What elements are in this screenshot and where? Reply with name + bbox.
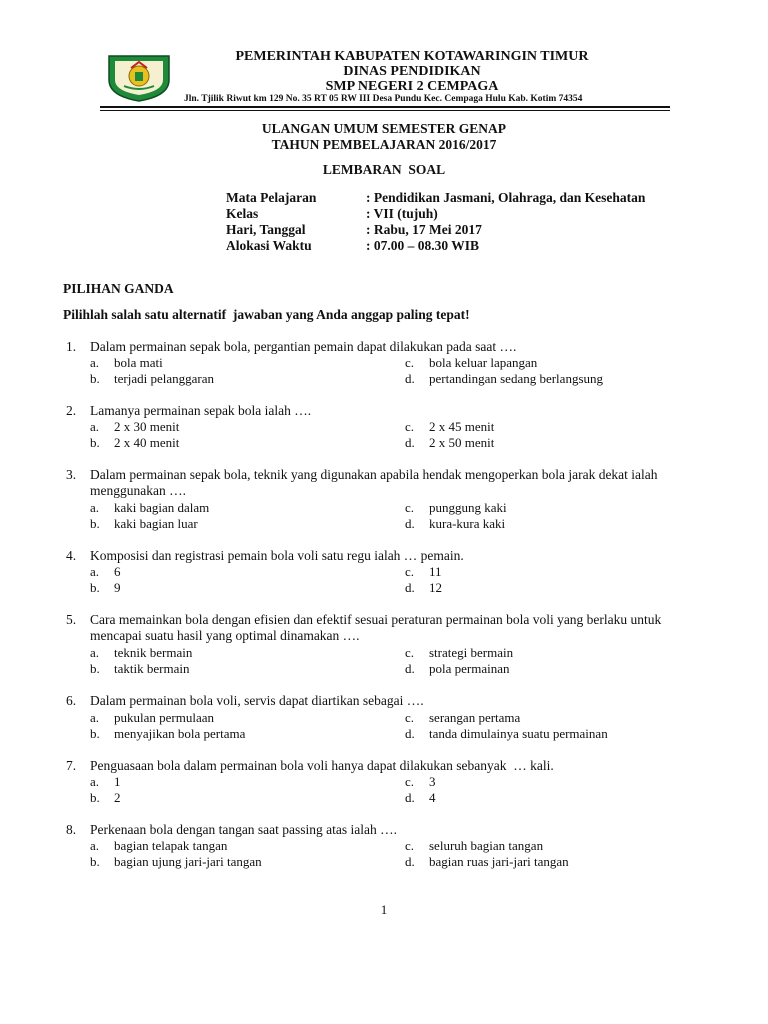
option-letter: a. <box>90 564 100 579</box>
option-text: 2 x 30 menit <box>114 419 180 434</box>
option-text: menyajikan bola pertama <box>114 726 246 741</box>
option-text: 3 <box>429 774 436 789</box>
option-letter: b. <box>90 371 100 386</box>
option-text: kaki bagian dalam <box>114 500 210 515</box>
question-number: 6. <box>66 693 77 708</box>
option-letter: c. <box>405 355 415 370</box>
option-letter: d. <box>405 371 415 386</box>
option-letter: d. <box>405 580 415 595</box>
question-number: 4. <box>66 548 77 563</box>
info-value: : VII (tujuh) <box>366 206 438 221</box>
question-number: 8. <box>66 822 77 837</box>
option-text: bola mati <box>114 355 163 370</box>
option-letter: a. <box>90 419 100 434</box>
exam-year: TAHUN PEMBELAJARAN 2016/2017 <box>271 137 497 152</box>
option-letter: b. <box>90 580 100 595</box>
header-rule-thick <box>100 106 670 108</box>
question-stem: Dalam permainan sepak bola, pergantian pemain dapat dilakukan pada saat …. <box>90 339 517 354</box>
exam-title: ULANGAN UMUM SEMESTER GENAP <box>261 121 507 136</box>
option-letter: b. <box>90 661 100 676</box>
option-text: 4 <box>429 790 436 805</box>
option-text: 2 <box>114 790 121 805</box>
option-letter: a. <box>90 838 100 853</box>
option-text: bagian telapak tangan <box>114 838 228 853</box>
page-number: 1 <box>380 902 388 917</box>
option-letter: d. <box>405 661 415 676</box>
question-number: 2. <box>66 403 77 418</box>
option-letter: c. <box>405 500 415 515</box>
question-stem: Cara memainkan bola dengan efisien dan efektif sesuai peraturan permainan bola voli yang berlaku untuk mencapai suatu hasil yang optimal dinamakan …. <box>90 612 662 643</box>
option-text: 6 <box>114 564 121 579</box>
question-stem: Penguasaan bola dalam permainan bola voli hanya dapat dilakukan sebanyak … kali. <box>90 758 554 773</box>
question-stem: Komposisi dan registrasi pemain bola voli satu regu ialah … pemain. <box>90 548 464 563</box>
option-text: 2 x 45 menit <box>429 419 495 434</box>
option-letter: b. <box>90 516 100 531</box>
info-value: : Pendidikan Jasmani, Olahraga, dan Kesehatan <box>366 190 646 205</box>
option-letter: c. <box>405 645 415 660</box>
option-text: punggung kaki <box>429 500 507 515</box>
option-letter: c. <box>405 419 415 434</box>
header-address: Jln. Tjilik Riwut km 129 No. 35 RT 05 RW III Desa Pundu Kec. Cempaga Hulu Kab. Kotim 74354 <box>184 94 583 104</box>
option-letter: c. <box>405 710 415 725</box>
info-key: Kelas <box>226 206 259 221</box>
info-value: : Rabu, 17 Mei 2017 <box>366 222 482 237</box>
option-text: pukulan permulaan <box>114 710 214 725</box>
info-key: Mata Pelajaran <box>226 190 317 205</box>
option-letter: b. <box>90 854 100 869</box>
option-text: bagian ujung jari-jari tangan <box>114 854 262 869</box>
question-stem: Dalam permainan sepak bola, teknik yang digunakan apabila hendak mengoperkan bola jarak dekat ialah menggunakan …. <box>90 467 658 498</box>
option-letter: c. <box>405 838 415 853</box>
question-stem: Lamanya permainan sepak bola ialah …. <box>90 403 312 418</box>
option-letter: b. <box>90 726 100 741</box>
option-text: 12 <box>429 580 442 595</box>
info-key: Hari, Tanggal <box>226 222 306 237</box>
option-letter: a. <box>90 645 100 660</box>
option-text: 2 x 50 menit <box>429 435 495 450</box>
option-letter: d. <box>405 726 415 741</box>
option-text: strategi bermain <box>429 645 514 660</box>
option-text: teknik bermain <box>114 645 193 660</box>
option-letter: d. <box>405 790 415 805</box>
header-school: SMP NEGERI 2 CEMPAGA <box>325 79 499 94</box>
question-stem: Perkenaan bola dengan tangan saat passing atas ialah …. <box>90 822 398 837</box>
option-letter: c. <box>405 774 415 789</box>
option-text: 2 x 40 menit <box>114 435 180 450</box>
option-text: bagian ruas jari-jari tangan <box>429 854 569 869</box>
option-text: terjadi pelanggaran <box>114 371 214 386</box>
header-rule-thin <box>100 110 670 111</box>
question-number: 7. <box>66 758 77 773</box>
header-department: DINAS PENDIDIKAN <box>343 64 481 79</box>
option-text: 11 <box>429 564 442 579</box>
question-number: 1. <box>66 339 77 354</box>
option-text: bola keluar lapangan <box>429 355 538 370</box>
option-text: serangan pertama <box>429 710 521 725</box>
header-government: PEMERINTAH KABUPATEN KOTAWARINGIN TIMUR <box>235 49 589 64</box>
question-number: 5. <box>66 612 77 627</box>
exam-sheet-title: LEMBARAN SOAL <box>322 162 446 177</box>
option-text: kura-kura kaki <box>429 516 506 531</box>
question-stem: Dalam permainan bola voli, servis dapat diartikan sebagai …. <box>90 693 424 708</box>
option-letter: b. <box>90 435 100 450</box>
option-letter: a. <box>90 355 100 370</box>
option-text: 9 <box>114 580 121 595</box>
section-title: PILIHAN GANDA <box>63 281 174 296</box>
option-text: kaki bagian luar <box>114 516 198 531</box>
option-letter: d. <box>405 435 415 450</box>
option-letter: c. <box>405 564 415 579</box>
instruction: Pilihlah salah satu alternatif jawaban yang Anda anggap paling tepat! <box>63 307 470 322</box>
option-text: pola permainan <box>429 661 510 676</box>
option-letter: a. <box>90 500 100 515</box>
option-letter: a. <box>90 774 100 789</box>
info-value: : 07.00 – 08.30 WIB <box>366 238 480 253</box>
info-key: Alokasi Waktu <box>226 238 312 253</box>
option-letter: d. <box>405 854 415 869</box>
question-number: 3. <box>66 467 77 482</box>
option-text: seluruh bagian tangan <box>429 838 544 853</box>
option-letter: a. <box>90 710 100 725</box>
option-text: taktik bermain <box>114 661 190 676</box>
option-text: tanda dimulainya suatu permainan <box>429 726 608 741</box>
option-text: 1 <box>114 774 121 789</box>
option-letter: d. <box>405 516 415 531</box>
option-text: pertandingan sedang berlangsung <box>429 371 604 386</box>
option-letter: b. <box>90 790 100 805</box>
